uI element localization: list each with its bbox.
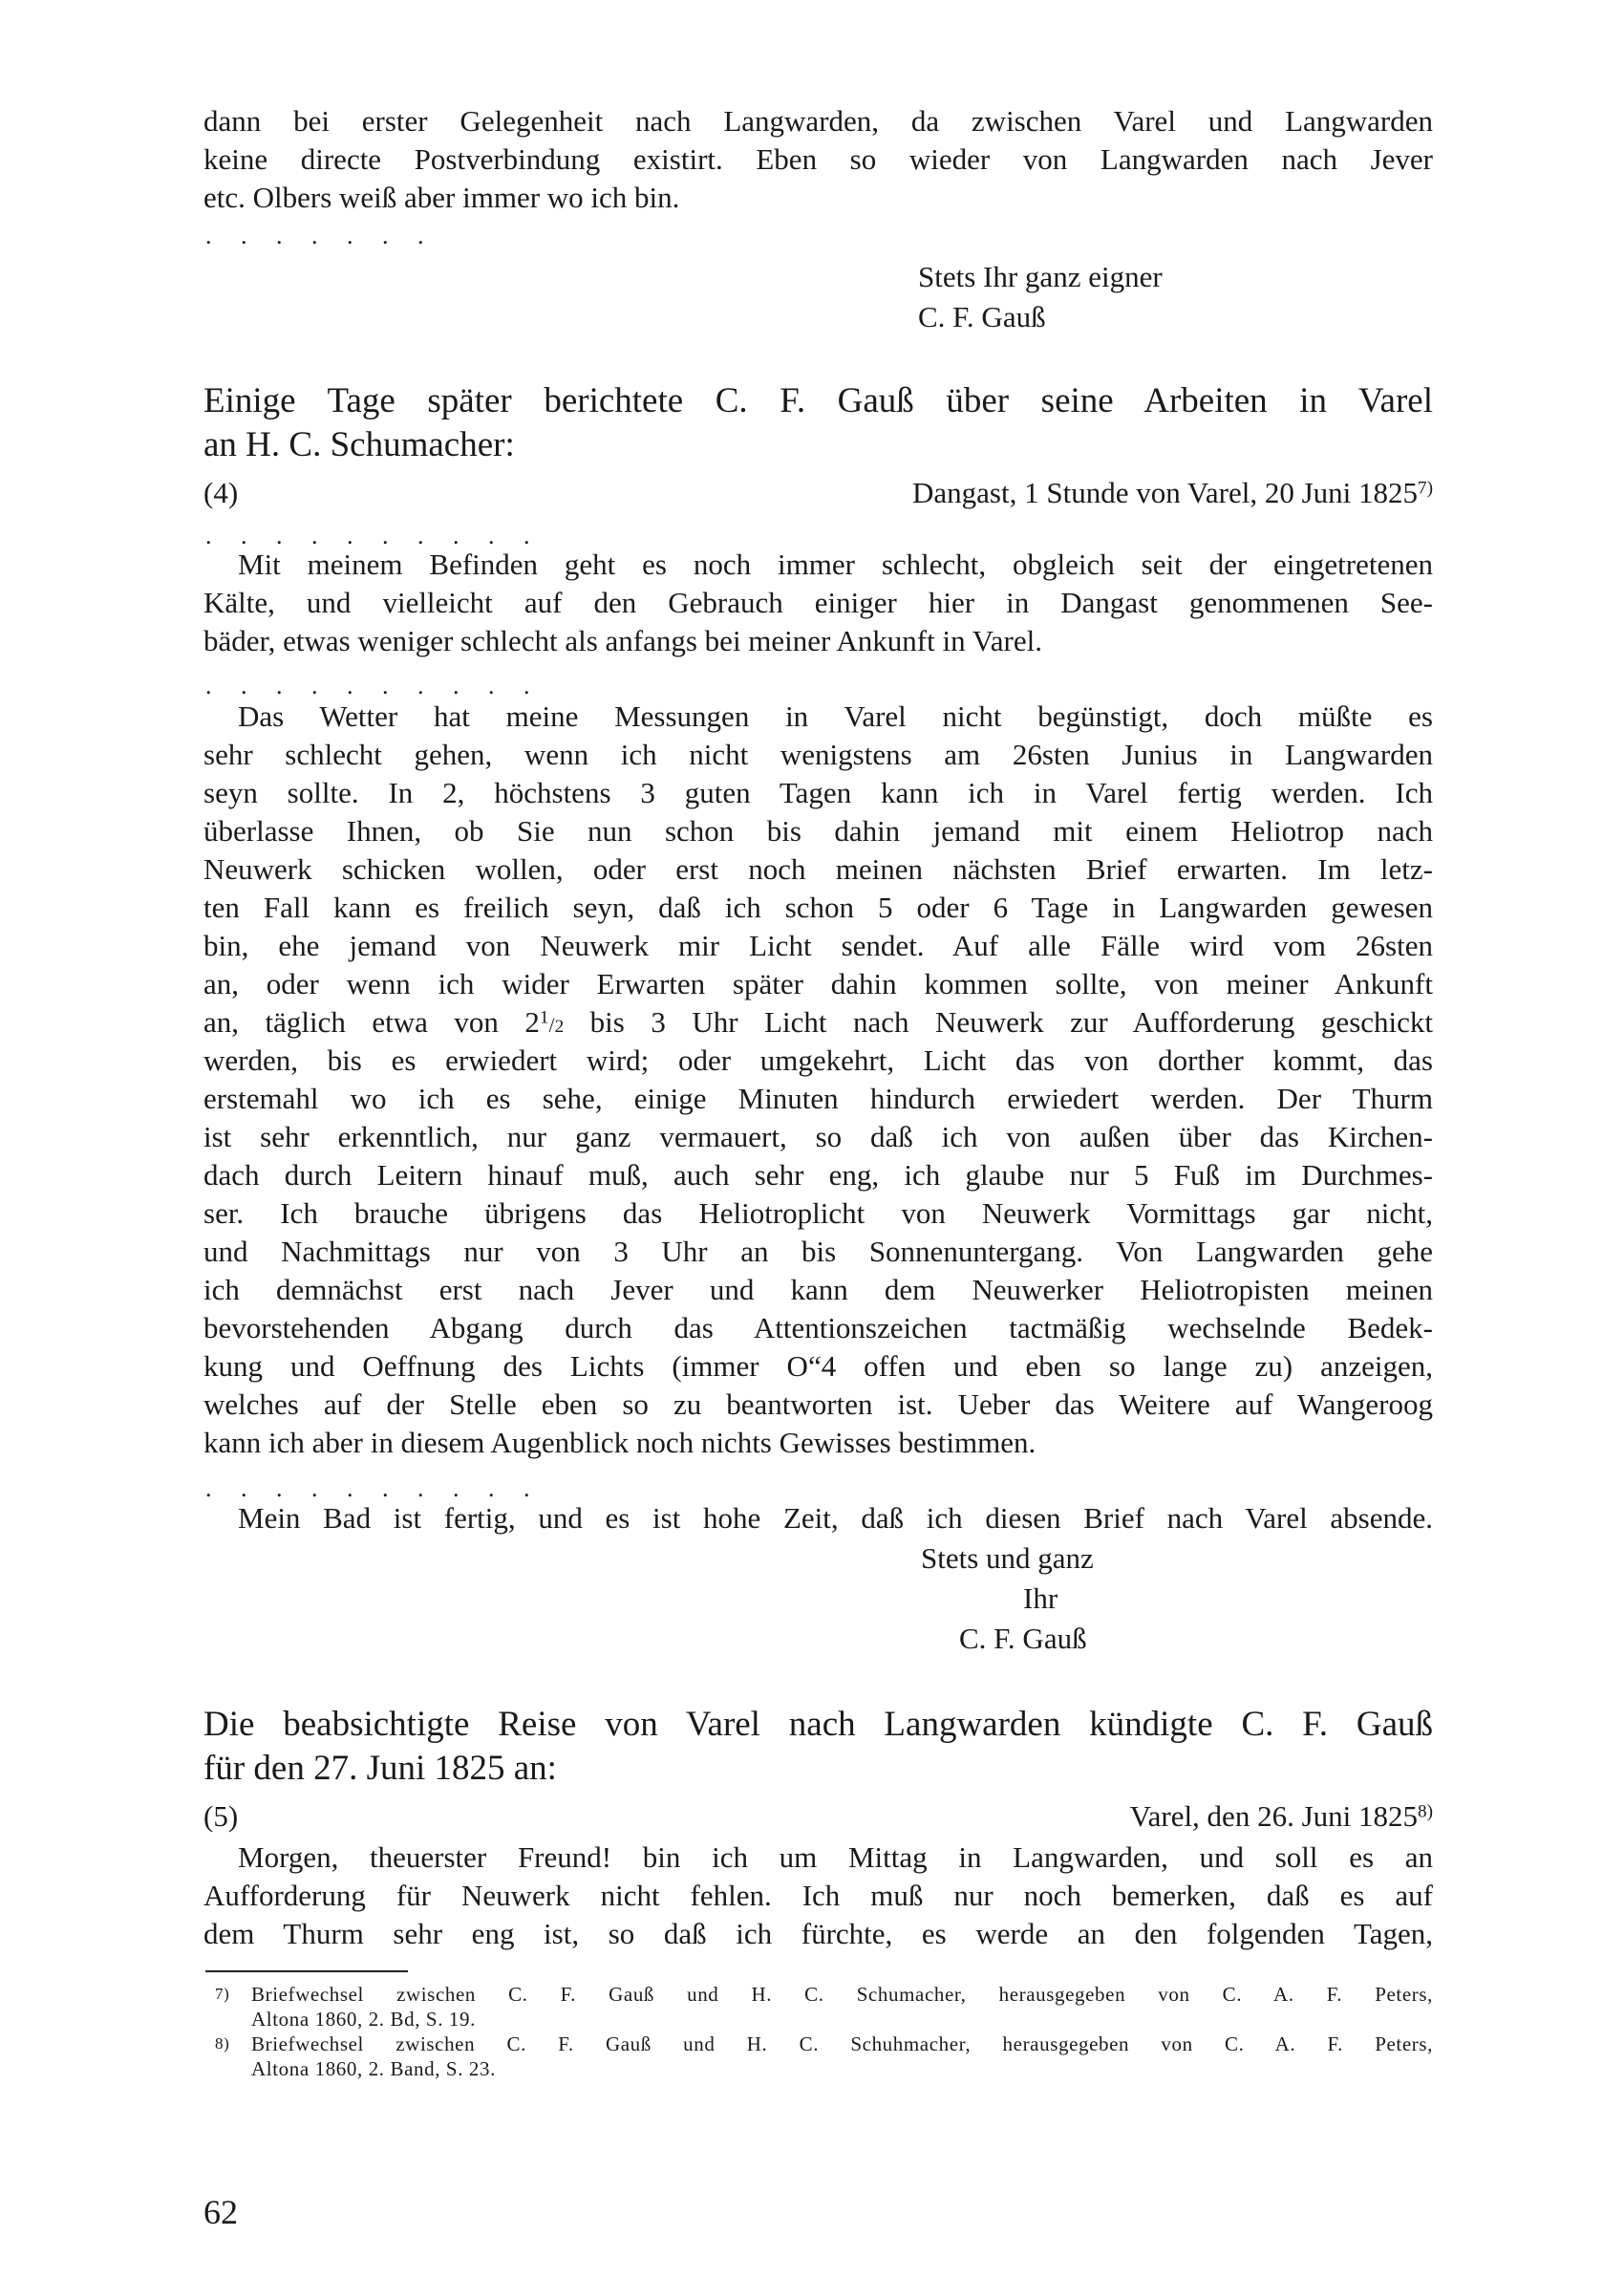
body-line: und Nachmittags nur von 3 Uhr an bis Sonnenuntergang. Von Langwarden gehe <box>203 1235 1433 1268</box>
fraction: $2^1/2$ <box>524 1005 565 1039</box>
body-line: bevorstehenden Abgang durch das Attentionszeichen tactmäßig wechselnde Bedek- <box>203 1311 1433 1344</box>
body-line: dann bei erster Gelegenheit nach Langwarden, da zwischen Varel und Langwarden <box>203 104 1433 138</box>
place-date-text: Dangast, 1 Stunde von Varel, 20 Juni 1825 <box>912 476 1418 509</box>
body-line: ich demnächst erst nach Jever und kann dem Neuwerker Heliotropisten meinen <box>203 1273 1433 1306</box>
body-line: Kälte, und vielleicht auf den Gebrauch einiger hier in Dangast genommenen See- <box>203 586 1433 619</box>
closing-line: Stets Ihr ganz eigner <box>918 260 1163 293</box>
body-line: Mein Bad ist fertig, und es ist hohe Zeit, daß ich diesen Brief nach Varel absende. <box>238 1501 1433 1535</box>
footnote-mark: 7) <box>215 1985 230 2003</box>
fraction-denominator: 2 <box>554 1017 565 1037</box>
body-line: ser. Ich brauche übrigens das Heliotroplicht von Neuwerk Vormittags gar nicht, <box>203 1196 1433 1230</box>
body-line: Das Wetter hat meine Messungen in Varel nicht begünstigt, doch müßte es <box>238 699 1433 733</box>
body-line-with-fraction <box>203 1003 1433 1046</box>
ellipsis-dots: . . . . . . . . . . <box>205 672 542 699</box>
letter-header <box>203 474 1433 512</box>
body-line: Mit meinem Befinden geht es noch immer schlecht, obgleich seit der eingetretenen <box>238 548 1433 581</box>
body-line: überlasse Ihnen, ob Sie nun schon bis dahin jemand mit einem Heliotrop nach <box>203 814 1433 848</box>
footnote-text: Altona 1860, 2. Bd, S. 19. <box>251 2008 476 2031</box>
line-text: bis 3 Uhr Licht nach Neuwerk zur Aufforderung geschickt <box>564 1005 1433 1039</box>
body-line: welches auf der Stelle eben so zu beantworten ist. Ueber das Weitere auf Wangeroog <box>203 1387 1433 1421</box>
body-line: keine directe Postverbindung existirt. Eben so wieder von Langwarden nach Jever <box>203 142 1433 176</box>
section-intro: Einige Tage später berichtete C. F. Gauß über seine Arbeiten in Varel <box>203 381 1433 420</box>
signature: C. F. Gauß <box>918 300 1046 333</box>
ellipsis-dots: . . . . . . . <box>205 222 436 249</box>
letter-place-date <box>912 474 1433 512</box>
footnote-text: Briefwechsel zwischen C. F. Gauß und H. C. Schumacher, herausgegeben von C. A. F. Peters, <box>251 1983 1433 2006</box>
body-line: kung und Oeffnung des Lichts (immer O“4 offen und eben so lange zu) anzeigen, <box>203 1349 1433 1383</box>
body-line: kann ich aber in diesem Augenblick noch nichts Gewisses bestimmen. <box>203 1426 1036 1459</box>
body-line: ist sehr erkenntlich, nur ganz vermauert, so daß ich von außen über das Kirchen- <box>203 1120 1433 1153</box>
footnote-ref: 8) <box>1418 1801 1433 1822</box>
footnote-rule <box>205 1970 408 1972</box>
body-line: bäder, etwas weniger schlecht als anfangs bei meiner Ankunft in Varel. <box>203 624 1042 657</box>
footnote-ref: 7) <box>1418 478 1433 499</box>
letter-place-date <box>1130 1797 1433 1836</box>
section-intro: für den 27. Juni 1825 an: <box>203 1749 557 1788</box>
body-line: bin, ehe jemand von Neuwerk mir Licht sendet. Auf alle Fälle wird vom 26sten <box>203 929 1433 962</box>
ellipsis-dots: . . . . . . . . . . <box>205 1474 542 1502</box>
ellipsis-dots: . . . . . . . . . . <box>205 522 542 549</box>
footnote-mark: 8) <box>215 2034 230 2053</box>
body-line: seyn sollte. In 2, höchstens 3 guten Tagen kann ich in Varel fertig werden. Ich <box>203 776 1433 809</box>
section-intro: Die beabsichtigte Reise von Varel nach Langwarden kündigte C. F. Gauß <box>203 1705 1433 1744</box>
body-line: ten Fall kann es freilich seyn, daß ich schon 5 oder 6 Tage in Langwarden gewesen <box>203 891 1433 924</box>
signature: C. F. Gauß <box>959 1622 1087 1655</box>
section-intro: an H. C. Schumacher: <box>203 425 515 464</box>
body-line: sehr schlecht gehen, wenn ich nicht wenigstens am 26sten Junius in Langwarden <box>203 738 1433 771</box>
body-line: etc. Olbers weiß aber immer wo ich bin. <box>203 181 680 214</box>
body-line: Aufforderung für Neuwerk nicht fehlen. Ich muß nur noch bemerken, daß es auf <box>203 1879 1433 1912</box>
footnote-text: Altona 1860, 2. Band, S. 23. <box>251 2057 496 2080</box>
fraction-numerator: 1 <box>539 1007 549 1028</box>
footnote-text: Briefwechsel zwischen C. F. Gauß und H. C. Schuhmacher, herausgegeben von C. A. F. Peters, <box>251 2032 1433 2055</box>
fraction-whole: 2 <box>524 1005 540 1039</box>
body-line: an, oder wenn ich wider Erwarten später dahin kommen sollte, von meiner Ankunft <box>203 967 1433 1000</box>
body-line: erstemahl wo ich es sehe, einige Minuten hindurch erwiedert werden. Der Thurm <box>203 1082 1433 1115</box>
body-line: Neuwerk schicken wollen, oder erst noch meinen nächsten Brief erwarten. Im letz- <box>203 852 1433 886</box>
place-date-text: Varel, den 26. Juni 1825 <box>1129 1799 1418 1833</box>
body-line: werden, bis es erwiedert wird; oder umgekehrt, Licht das von dorther kommt, das <box>203 1043 1433 1077</box>
body-line: Morgen, theuerster Freund! bin ich um Mittag in Langwarden, und soll es an <box>238 1840 1433 1874</box>
body-line: dem Thurm sehr eng ist, so daß ich fürchte, es werde an den folgenden Tagen, <box>203 1917 1433 1950</box>
closing-line: Ihr <box>1023 1581 1058 1615</box>
line-text: an, täglich etwa von <box>203 1005 525 1039</box>
closing-line: Stets und ganz <box>921 1541 1094 1575</box>
letter-header <box>203 1797 1433 1836</box>
letter-number: (5) <box>203 1799 239 1833</box>
body-line: dach durch Leitern hinauf muß, auch sehr eng, ich glaube nur 5 Fuß im Durchmes- <box>203 1158 1433 1192</box>
letter-number: (4) <box>203 476 239 509</box>
page-number: 62 <box>203 2193 238 2231</box>
